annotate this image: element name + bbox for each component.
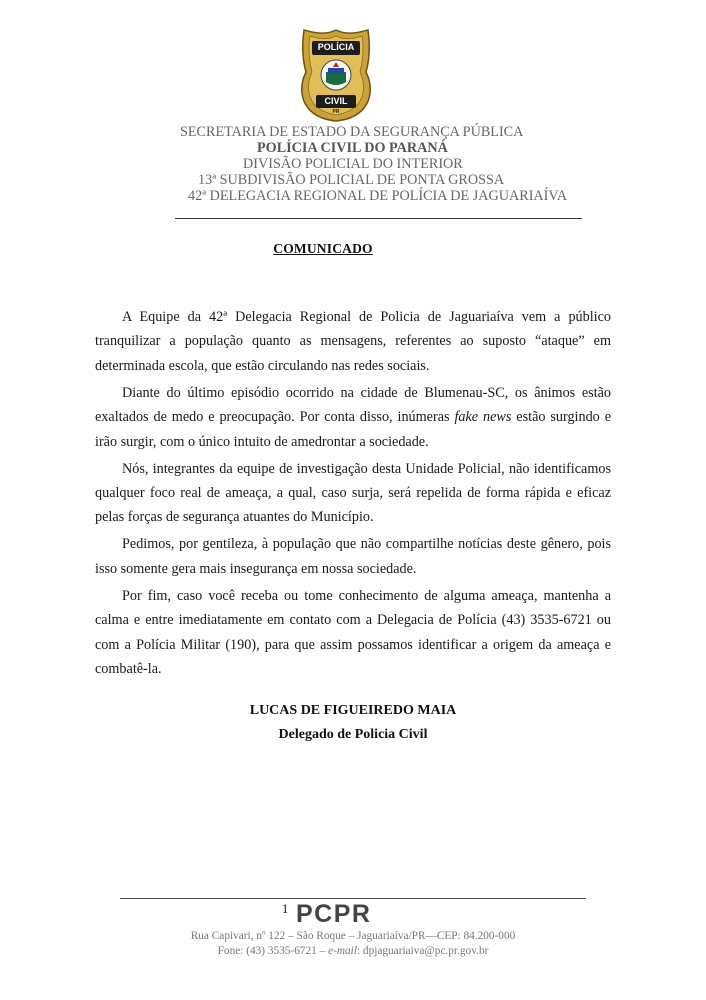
- paragraph-2-italic: fake news: [454, 409, 512, 426]
- signature-role: Delegado de Policia Civil: [278, 727, 428, 742]
- paragraph-2: [95, 381, 611, 454]
- footer-divider: [120, 898, 586, 899]
- paragraph-1: A Equipe da 42ª Delegacia Regional de Policia de Jaguariaíva vem a público tranquilizar a população quanto as mensagens, referentes ao suposto “ataque” em determinada escola, que estão circulando nas redes sociais.: [95, 309, 611, 374]
- footer-contact: [0, 945, 706, 957]
- letterhead-policia-civil: POLÍCIA CIVIL DO PARANÁ: [257, 140, 448, 156]
- badge-bottom-text: CIVIL: [324, 96, 348, 106]
- document-title-text: COMUNICADO: [273, 241, 373, 256]
- letterhead-delegacia: 42ª DELEGACIA REGIONAL DE POLÍCIA DE JAGUARIAÍVA: [188, 188, 568, 204]
- letterhead-subdivisao: 13ª SUBDIVISÃO POLICIAL DE PONTA GROSSA: [198, 172, 505, 188]
- pcpr-logo: PCPR: [296, 900, 372, 928]
- footer-email[interactable]: : dpjaguariaiva@pc.pr.gov.br: [356, 945, 489, 957]
- letterhead-secretaria: SECRETARIA DE ESTADO DA SEGURANÇA PÚBLICA: [180, 124, 524, 140]
- paragraph-3: Nós, integrantes da equipe de investigação desta Unidade Policial, não identificamos qualquer foco real de ameaça, a qual, caso surja, será repelida de forma rápida e eficaz pelas forças de segurança atuantes do Município.: [95, 460, 611, 526]
- footer-address: Rua Capivari, nº 122 – São Roque – Jaguariaíva/PR—CEP: 84.200-000: [190, 930, 516, 942]
- badge-state-text: PR: [332, 109, 340, 115]
- letterhead-divisao: DIVISÃO POLICIAL DO INTERIOR: [243, 156, 463, 172]
- badge-top-text: POLÍCIA: [317, 42, 355, 52]
- document-body: [95, 305, 611, 684]
- footer-email-label: e-mail: [328, 945, 357, 957]
- document-title: [0, 240, 706, 258]
- footer-phone: Fone: (43) 3535-6721 –: [217, 945, 329, 957]
- paragraph-4: Pedimos, por gentileza, à população que não compartilhe notícias deste gênero, pois isso somente gera mais insegurança em nossa sociedade.: [95, 536, 611, 577]
- paragraph-2-part-1: Diante do último episódio ocorrido na cidade de Blumenau-SC, os ânimos estão exaltados de medo e preocupação. Por conta disso, inúmeras: [95, 384, 611, 426]
- signature-name: LUCAS DE FIGUEIREDO MAIA: [249, 703, 457, 718]
- paragraph-2-part-2: estão surgindo e irão surgir, com o único intuito de amedrontar a sociedade.: [95, 409, 611, 450]
- paragraph-5: Por fim, caso você receba ou tome conhecimento de alguma ameaça, mantenha a calma e entre imediatamente em contato com a Delegacia de Polícia (43) 3535-6721 ou com a Polícia Militar (190), para que assim possamos identificar a origem da ameaça e combatê-la.: [95, 587, 611, 678]
- letterhead-divider: [175, 218, 582, 219]
- page-number: 1: [282, 902, 289, 916]
